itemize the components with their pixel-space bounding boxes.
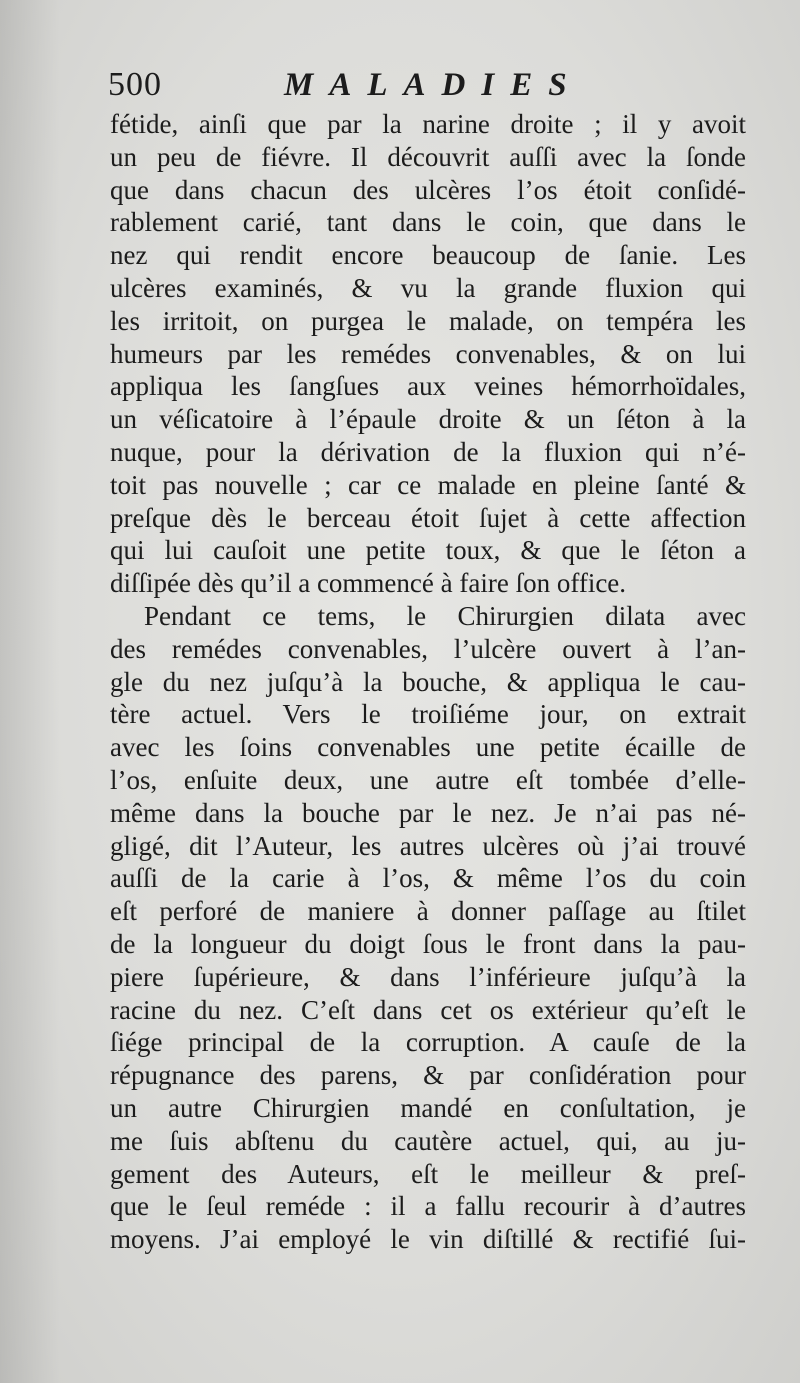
text-line: me ſuis abſtenu du cautère actuel, qui, au ju-: [110, 1125, 746, 1156]
page-header: [108, 62, 768, 108]
text-line: preſque dès le berceau étoit ſujet à cette affection: [110, 502, 746, 533]
text-line: que dans chacun des ulcères l’os étoit conſidé-: [110, 174, 746, 205]
text-line: les irritoit, on purgea le malade, on tempéra les: [110, 305, 746, 336]
text-line: appliqua les ſangſues aux veines hémorrhoïdales,: [110, 371, 746, 402]
text-line: un autre Chirurgien mandé en conſultation, je: [110, 1092, 746, 1123]
text-line: répugnance des parens, & par conſidération pour: [110, 1060, 746, 1091]
text-line: humeurs par les remédes convenables, & on lui: [110, 338, 746, 369]
text-line: un peu de fiévre. Il découvrit auſſi avec la ſonde: [110, 141, 746, 172]
text-line: même dans la bouche par le nez. Je n’ai pas né-: [110, 797, 746, 828]
text-line: gligé, dit l’Auteur, les autres ulcères où j’ai trouvé: [110, 830, 746, 861]
gutter-shadow: [0, 0, 60, 1383]
text-line: ſiége principal de la corruption. A cauſe de la: [110, 1027, 746, 1058]
text-line: auſſi de la carie à l’os, & même l’os du coin: [110, 863, 746, 894]
text-line: gement des Auteurs, eſt le meilleur & preſ-: [110, 1158, 746, 1189]
text-line: diſſipée dès qu’il a commencé à faire ſon office.: [110, 568, 627, 599]
running-head: MALADIES: [284, 67, 583, 103]
text-line: gle du nez juſqu’à la bouche, & appliqua le cau-: [110, 666, 746, 697]
text-line: de la longueur du doigt ſous le front dans la pau-: [110, 928, 746, 959]
text-line: fétide, ainſi que par la narine droite ; il y avoit: [110, 109, 746, 139]
body-text: [110, 108, 746, 1256]
text-line: avec les ſoins convenables une petite écaille de: [110, 732, 746, 763]
page-number: 500: [108, 66, 162, 103]
text-line: qui lui cauſoit une petite toux, & que le ſéton a: [110, 535, 746, 566]
text-line: des remédes convenables, l’ulcère ouvert à l’an-: [110, 633, 746, 664]
text-line: rablement carié, tant dans le coin, que dans le: [110, 207, 746, 238]
text-line: ulcères examinés, & vu la grande fluxion qui: [110, 272, 746, 303]
text-line: que le ſeul reméde : il a fallu recourir à d’autres: [110, 1191, 746, 1222]
text-line: piere ſupérieure, & dans l’inférieure juſqu’à la: [110, 961, 746, 992]
text-line: eſt perforé de maniere à donner paſſage au ſtilet: [110, 896, 746, 927]
text-line: tère actuel. Vers le troiſiéme jour, on extrait: [110, 699, 746, 730]
text-line: moyens. J’ai employé le vin diſtillé & rectifié ſui-: [110, 1224, 746, 1255]
text-line: un véſicatoire à l’épaule droite & un ſéton à la: [110, 404, 746, 435]
text-line: nez qui rendit encore beaucoup de ſanie. Les: [110, 240, 746, 271]
text-line: nuque, pour la dérivation de la fluxion qui n’é-: [110, 436, 746, 467]
text-line: l’os, enſuite deux, une autre eſt tombée d’elle-: [110, 764, 746, 795]
text-line: Pendant ce tems, le Chirurgien dilata avec: [144, 600, 746, 631]
text-line: racine du nez. C’eſt dans cet os extérieur qu’eſt le: [110, 994, 746, 1025]
text-line: toit pas nouvelle ; car ce malade en pleine ſanté &: [110, 469, 746, 500]
